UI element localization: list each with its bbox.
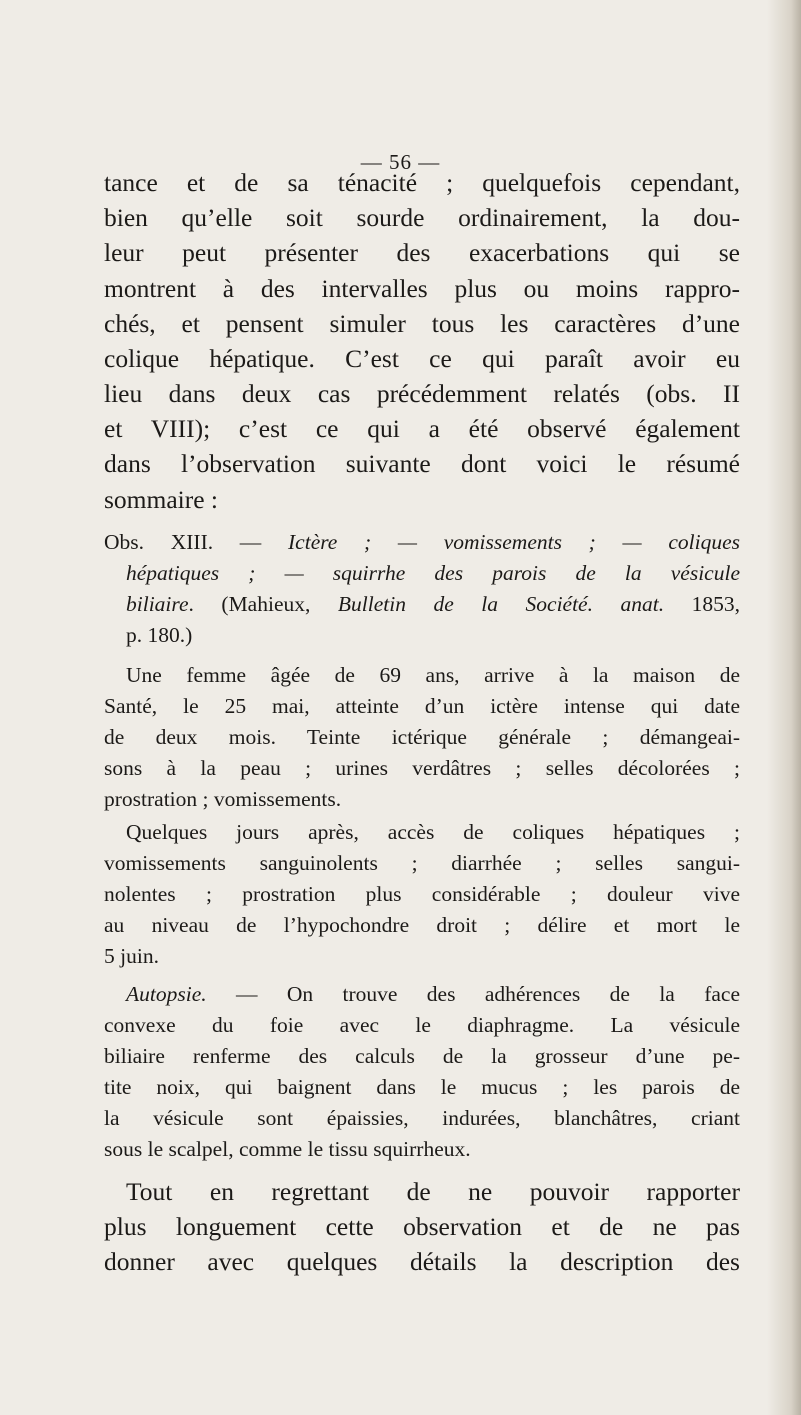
obs-source-year: 1853, <box>664 592 741 616</box>
obs-diagnosis: biliaire <box>126 592 189 616</box>
text-line: montrent à des intervalles plus ou moins rappro- <box>104 274 740 303</box>
autopsy-line <box>126 982 740 1007</box>
obs-source-journal: Bulletin de la Société. anat. <box>337 592 665 616</box>
text-line: sons à la peau ; urines verdâtres ; selles décolorées ; <box>104 756 740 780</box>
text-line: nolentes ; prostration plus considérable ; douleur vive <box>104 882 740 906</box>
text-line: Quelques jours après, accès de coliques hépatiques ; <box>126 820 740 844</box>
autopsy-label: Autopsie. <box>126 982 207 1006</box>
text-line: lieu dans deux cas précédemment relatés (obs. II <box>104 379 740 408</box>
text-line: donner avec quelques détails la description des <box>104 1247 740 1276</box>
text-line: 5 juin. <box>104 944 159 968</box>
text-line: Tout en regrettant de ne pouvoir rapporter <box>126 1177 740 1206</box>
text-line: tite noix, qui baignent dans le mucus ; les parois de <box>104 1075 740 1099</box>
text-line: bien qu’elle soit sourde ordinairement, la dou- <box>104 203 740 232</box>
text-line: leur peut présenter des exacerbations qui se <box>104 238 740 267</box>
obs-source-page: p. 180.) <box>126 623 193 647</box>
obs-heading-line <box>126 592 740 617</box>
obs-heading-line: hépatiques ; — squirrhe des parois de la vésicule <box>126 561 740 585</box>
text-line: Une femme âgée de 69 ans, arrive à la maison de <box>126 663 740 687</box>
text-line: de deux mois. Teinte ictérique générale ; démangeai- <box>104 725 740 749</box>
obs-number: Obs. XIII. — <box>104 530 289 554</box>
page-edge-shadow <box>767 0 801 1415</box>
text-line: colique hépatique. C’est ce qui paraît avoir eu <box>104 344 740 373</box>
text-line: sous le scalpel, comme le tissu squirrheux. <box>104 1137 471 1161</box>
text-line: dans l’observation suivante dont voici le résumé <box>104 449 740 478</box>
text-line: chés, et pensent simuler tous les caractères d’une <box>104 309 740 338</box>
text-line: plus longuement cette observation et de ne pas <box>104 1212 740 1241</box>
text-line: au niveau de l’hypochondre droit ; délire et mort le <box>104 913 740 937</box>
text-line: convexe du foie avec le diaphragme. La vésicule <box>104 1013 740 1037</box>
text-line: tance et de sa ténacité ; quelquefois cependant, <box>104 168 740 197</box>
text-line: Santé, le 25 mai, atteinte d’un ictère intense qui date <box>104 694 740 718</box>
obs-source-author: . (Mahieux, <box>188 592 338 616</box>
text-line: vomissements sanguinolents ; diarrhée ; selles sangui- <box>104 851 740 875</box>
obs-heading-line <box>104 530 740 555</box>
obs-symptoms: Ictère ; — vomissements ; — coliques <box>288 530 740 554</box>
text-line: la vésicule sont épaissies, indurées, blanchâtres, criant <box>104 1106 740 1130</box>
text-line: et VIII); c’est ce qui a été observé également <box>104 414 740 443</box>
text-line: prostration ; vomissements. <box>104 787 342 811</box>
autopsy-text: — On trouve des adhérences de la face <box>206 982 740 1006</box>
text-line: biliaire renferme des calculs de la grosseur d’une pe- <box>104 1044 740 1068</box>
text-line: sommaire : <box>104 485 219 514</box>
page-number: — 56 — <box>360 150 441 174</box>
